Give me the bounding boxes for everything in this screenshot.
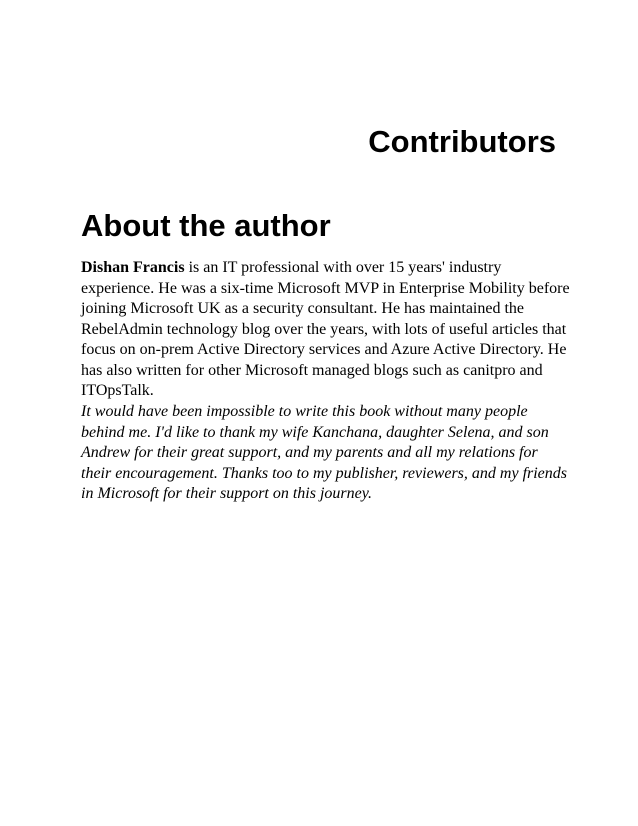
section-heading: About the author: [81, 208, 331, 243]
acknowledgement-paragraph: It would have been impossible to write this book without many people behind me. I'd like to thank my wife Kanchana, daughter Selena, and son Andrew for their great support, and my parents and all my relations for their encouragement. Thanks too to my publisher, reviewers, and my friends in Microsoft for their support on this journey.: [81, 403, 568, 502]
author-name: Dishan Francis: [81, 259, 185, 276]
chapter-title: Contributors: [368, 124, 556, 159]
author-bio-text: is an IT professional with over 15 years' industry experience. He was a six-time Microsoft MVP in Enterprise Mobility before joining Microsoft UK as a security consultant. He has maintained the RebelAdmin technology blog over the years, with lots of useful articles that focus on on-prem Active Directory services and Azure Active Directory. He has also written for other Microsoft managed blogs such as canitpro and ITOpsTalk.: [81, 259, 570, 399]
author-bio-paragraph: [81, 258, 571, 402]
